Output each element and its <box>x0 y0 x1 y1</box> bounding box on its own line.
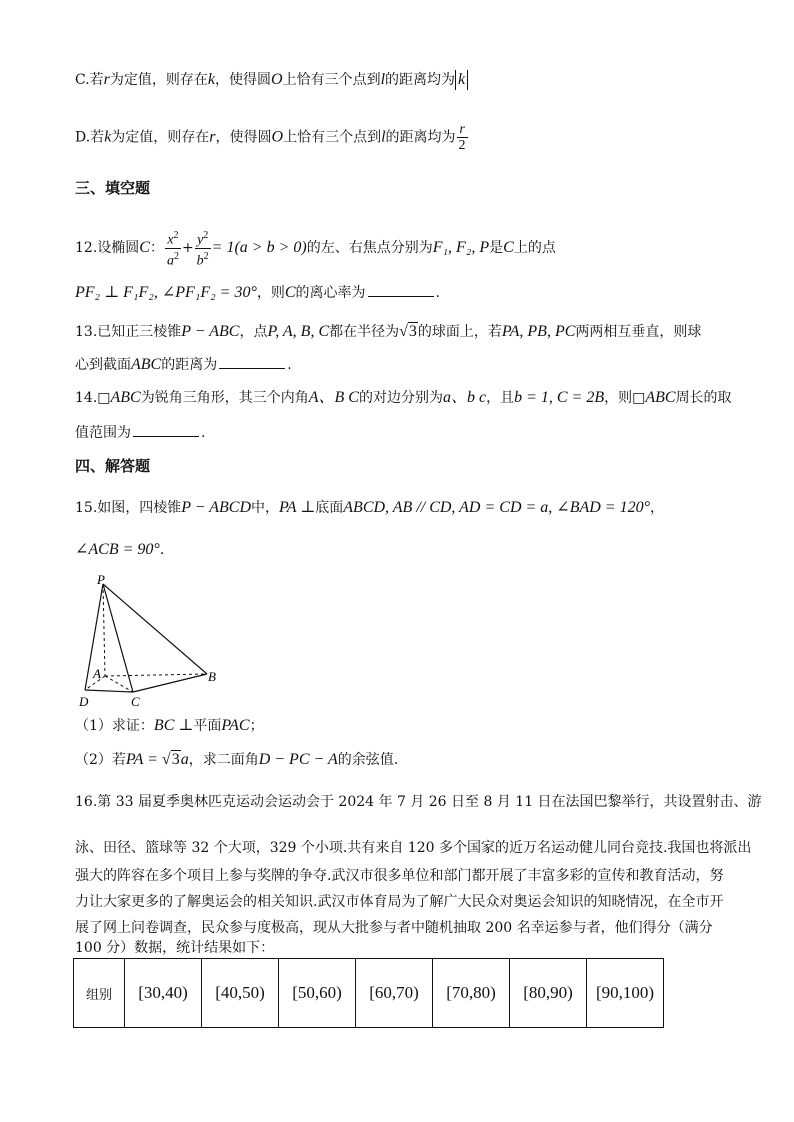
text: 上的点 <box>513 240 556 257</box>
numerator: r <box>457 122 468 138</box>
var-l: l <box>381 128 386 146</box>
text: 的距离均为 <box>385 72 456 88</box>
text: 的球面上，若 <box>417 324 502 340</box>
text: 的左、右焦点分别为 <box>306 240 433 257</box>
text: . <box>435 285 440 301</box>
text: ，求二面角 <box>188 752 259 768</box>
math: a、b c <box>442 389 487 406</box>
text: ，使得圆 <box>215 129 272 146</box>
question-14 <box>75 388 732 408</box>
text: ，点 <box>239 324 268 340</box>
var-l: l <box>380 71 386 88</box>
var-k: k <box>207 71 216 88</box>
math: D − PC − A <box>258 751 338 768</box>
text: ，且 <box>486 390 515 406</box>
score-group-table <box>73 958 664 1028</box>
var-r: r <box>209 128 216 146</box>
text: 12.设椭圆 <box>75 240 140 257</box>
text: 都在半径为 <box>329 324 400 340</box>
text: 14. <box>75 390 98 406</box>
section-title-fill-in: 三、填空题 <box>75 179 151 197</box>
var-O: O <box>271 71 283 88</box>
radicand: 3 <box>408 323 417 340</box>
question-13 <box>75 322 701 342</box>
edge-dc <box>85 690 133 692</box>
fraction-r-over-2 <box>457 122 468 153</box>
text: 为锐角三角形，其三个内角 <box>140 390 309 406</box>
var-C: C <box>503 239 514 257</box>
text: ， <box>650 500 664 516</box>
text: 的离心率为 <box>295 285 366 301</box>
question-12-line2 <box>75 282 440 303</box>
question-16-line6: 100 分）数据，统计结果如下： <box>75 940 275 956</box>
text: . <box>287 357 292 373</box>
text: （1）求证： <box>75 718 154 734</box>
option-c-label: C.若 <box>75 72 104 88</box>
question-14-line2 <box>75 422 205 443</box>
y: y <box>197 232 204 248</box>
text: 13.已知正三棱锥 <box>75 324 182 340</box>
label-d: D <box>79 694 89 709</box>
condition: PF₂ ⊥ F₁F₂, ∠PF₁F₂ = 30° <box>75 284 257 301</box>
triangle-symbol: □ <box>632 390 646 406</box>
text: 上恰有三个点到 <box>282 72 381 88</box>
sqrt-3: √3 <box>399 323 417 340</box>
question-13-line2 <box>75 354 292 375</box>
answer-blank <box>368 282 434 297</box>
table-row <box>74 959 664 1028</box>
a: a <box>166 253 174 269</box>
option-c <box>75 70 468 90</box>
section-title-answer: 四、解答题 <box>75 457 151 475</box>
pyramid-figure <box>75 572 225 712</box>
question-15-part1 <box>75 716 264 736</box>
label-p: P <box>97 572 105 587</box>
text: 是 <box>489 240 504 257</box>
question-16-line4: 力让大家更多的了解奥运会的相关知识.武汉市体育局为了解广大民众对奥运会知识的知晓情况，在全市开 <box>75 894 724 910</box>
text: 心到截面 <box>75 357 131 373</box>
triangle-symbol: □ <box>97 390 111 406</box>
text: ，则 <box>256 285 285 301</box>
edge-pb <box>103 584 207 674</box>
interval-cell: [50,60) <box>279 959 356 1028</box>
fraction-x2-a2: $\frac{x^2}{a^2}$ <box>166 230 179 269</box>
var-C: C <box>284 284 296 301</box>
edge-pa-hidden <box>103 584 105 676</box>
label-a: A <box>93 666 101 681</box>
text: ，则 <box>604 390 633 406</box>
sqrt-3: √3 <box>161 751 180 768</box>
edge-cb <box>133 674 207 692</box>
text: . <box>159 542 165 558</box>
text: 为定值，则存在 <box>111 129 210 146</box>
text: ； <box>249 718 264 734</box>
text: （2）若 <box>75 752 126 768</box>
math: ABC <box>131 356 162 373</box>
text: ： <box>149 240 164 257</box>
math: P − ABCD <box>181 499 252 516</box>
question-15-line2 <box>75 540 164 560</box>
interval-cell: [40,50) <box>202 959 279 1028</box>
math: BC ⊥ <box>153 717 194 734</box>
text: ，使得圆 <box>215 72 272 88</box>
question-15 <box>75 498 664 518</box>
text: 周长的取 <box>675 390 732 406</box>
edge-ab-hidden <box>105 674 207 676</box>
foci: F₁, F₂, P <box>432 239 490 257</box>
var-k: k <box>104 128 112 146</box>
interval-cell: [60,70) <box>356 959 433 1028</box>
text: 15.如图，四棱锥 <box>75 500 182 516</box>
var-C: C <box>139 239 150 257</box>
answer-blank <box>133 422 199 437</box>
option-d-label: D.若 <box>75 129 105 146</box>
text: 值范围为 <box>75 425 131 441</box>
math: PA ⊥ <box>279 499 316 516</box>
question-16-line1: 16.第 33 届夏季奥林匹克运动会运动会于 2024 年 7 月 26 日至 8 月 11 日在法国巴黎举行，共设置射击、游 <box>75 794 762 810</box>
var-r: r <box>103 71 110 88</box>
math: PA, PB, PC <box>501 323 576 340</box>
equation: = 1(a > b > 0) <box>211 239 307 257</box>
text: 的余弦值. <box>337 752 399 768</box>
fraction-y2-b2: $\frac{y^2}{b^2}$ <box>196 230 209 269</box>
label-c: C <box>131 694 140 709</box>
label-b: B <box>208 669 216 684</box>
interval-cell: [90,100) <box>587 959 664 1028</box>
math: P, A, B, C <box>267 323 330 340</box>
interval-cell: [80,90) <box>510 959 587 1028</box>
text: 两两相互垂直，则球 <box>575 324 702 340</box>
math: ABCD, AB // CD, AD = CD = a, ∠BAD = 120° <box>343 499 650 516</box>
radicand: 3 <box>171 751 180 768</box>
question-16-line3: 强大的阵容在多个项目上参与奖牌的争夺.武汉市很多单位和部门都开展了丰富多彩的宣传和教育活动，努 <box>75 868 724 884</box>
math: PA = <box>125 751 162 768</box>
option-d <box>75 122 469 153</box>
answer-blank <box>219 354 285 369</box>
b: b <box>196 253 204 269</box>
var-O: O <box>271 128 284 146</box>
question-15-part2 <box>75 750 398 770</box>
abs-k: k <box>455 70 468 90</box>
question-16-line5: 展了网上问卷调查，民众参与度极高，现从大批参与者中随机抽取 200 名幸运参与者，他们得分（满分 <box>75 920 713 936</box>
math: ABC <box>110 389 141 406</box>
text: . <box>201 425 206 441</box>
text: 的对边分别为 <box>358 390 443 406</box>
text: 上恰有三个点到 <box>283 129 382 146</box>
interval-cell: [70,80) <box>433 959 510 1028</box>
interval-cell: [30,40) <box>125 959 202 1028</box>
math: PAC <box>221 717 250 734</box>
x: x <box>167 232 174 248</box>
text: 中， <box>251 500 280 516</box>
math: P − ABC <box>181 323 240 340</box>
text: 平面 <box>193 718 222 734</box>
text: 为定值，则存在 <box>109 72 208 88</box>
math: ∠ACB = 90° <box>75 541 160 558</box>
text: 底面 <box>315 500 344 516</box>
math: A、B C <box>308 389 359 406</box>
math: ABC <box>645 389 676 406</box>
math: b = 1, C = 2B <box>514 389 605 406</box>
question-12: 12.设椭圆C： $\frac{x^2}{a^2}$ + $\frac{y^2}{b^2}$ = 1(a > b > 0)的左、右焦点分别为F₁, F₂, P是C上的点 <box>75 230 556 269</box>
question-16-line2: 泳、田径、篮球等 32 个大项，329 个小项.共有来自 120 多个国家的近万名运动健儿同台竞技.我国也将派出 <box>75 840 752 856</box>
table-header-cell: 组别 <box>74 959 125 1028</box>
math: a <box>180 751 189 768</box>
text: 的距离均为 <box>385 129 456 146</box>
denominator: 2 <box>458 138 466 153</box>
text: 的距离为 <box>161 357 218 373</box>
